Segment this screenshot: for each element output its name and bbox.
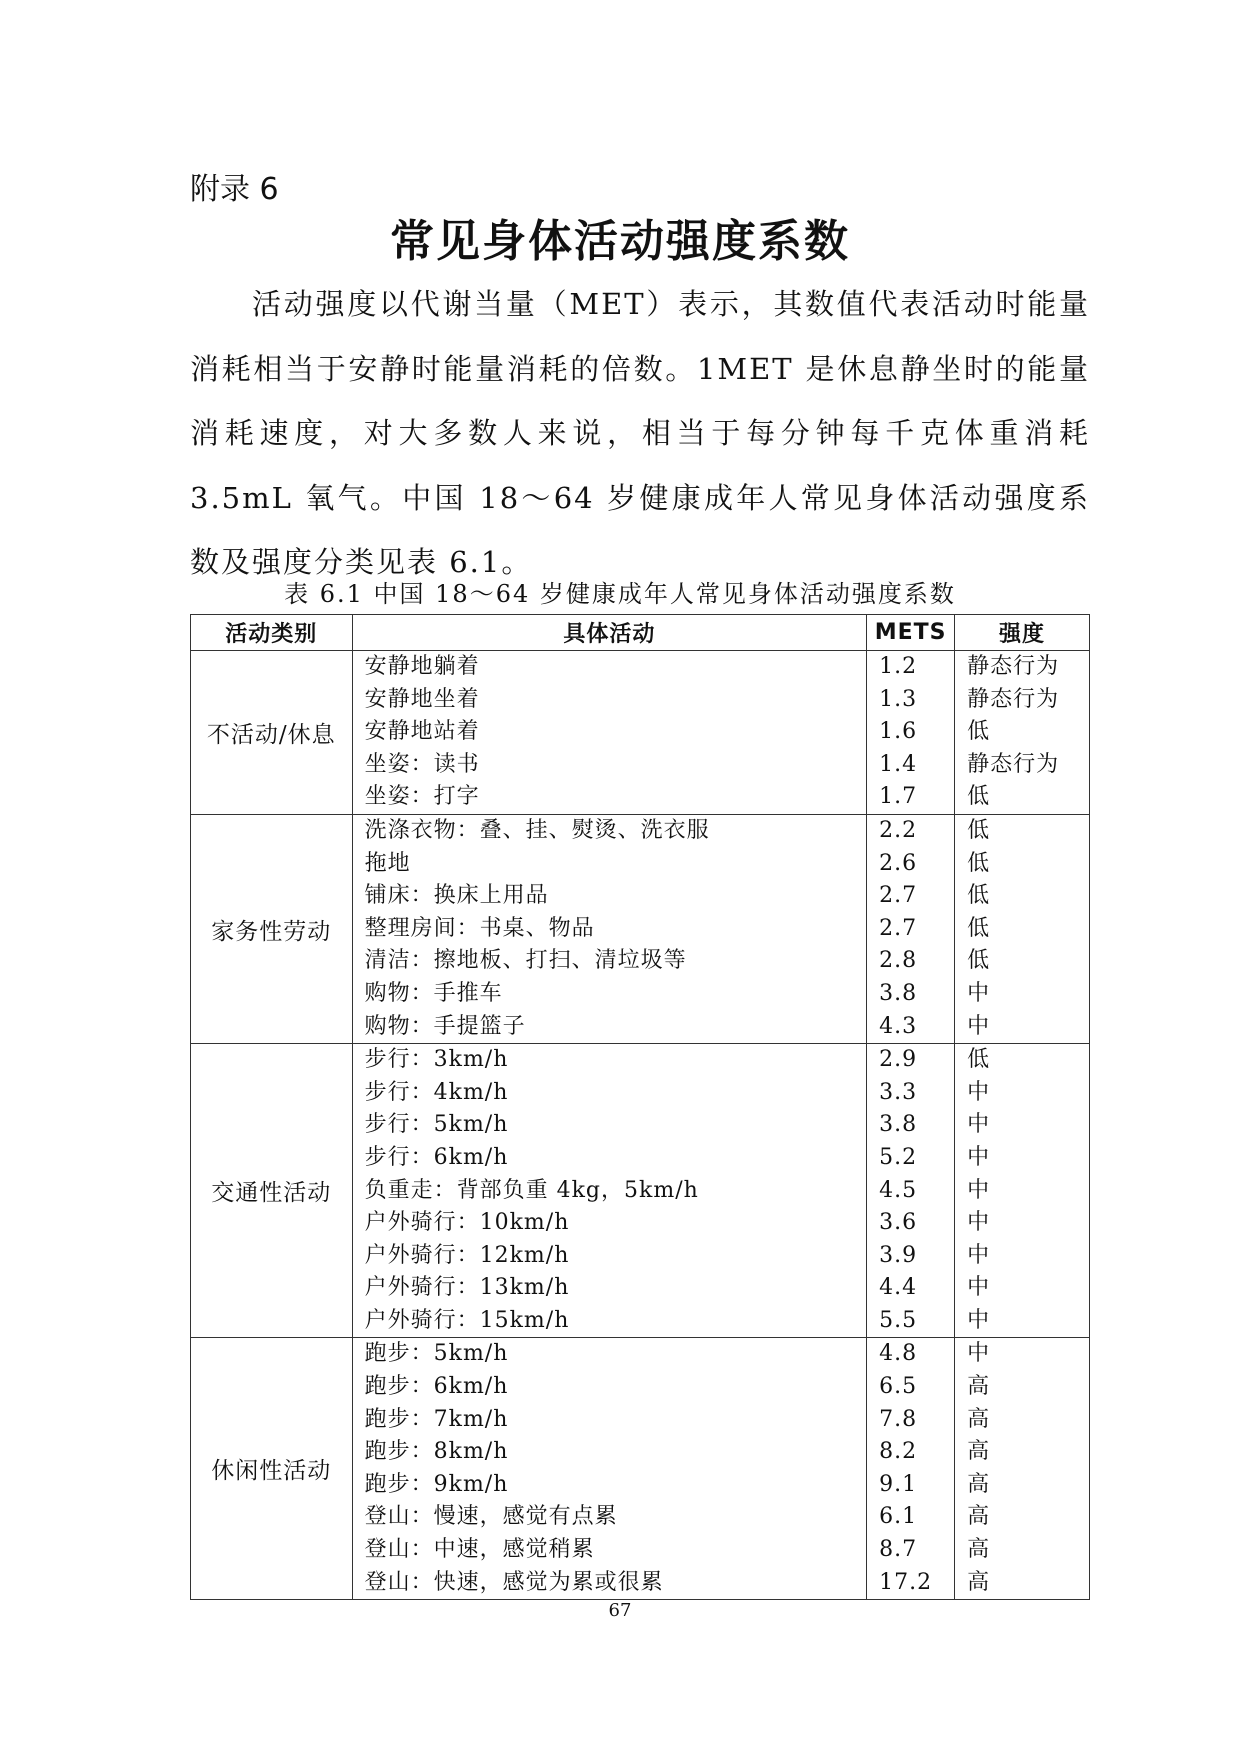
table-row [191, 651, 1090, 815]
intensity-value: 低 [967, 915, 991, 941]
mets-value: 2.7 [879, 883, 918, 909]
intensity-cell [955, 651, 1090, 815]
intensity-value: 中 [967, 1112, 991, 1138]
activity-line: 户外骑行：10km/h [364, 1210, 570, 1236]
category-cell: 家务性劳动 [191, 814, 353, 1043]
mets-value: 7.8 [879, 1406, 918, 1432]
activity-line: 安静地坐着 [364, 686, 480, 712]
header-category: 活动类别 [191, 615, 353, 651]
intensity-value: 中 [967, 1144, 991, 1170]
mets-cell [867, 1044, 955, 1338]
activity-cell [352, 1338, 867, 1600]
mets-value: 8.7 [879, 1537, 918, 1563]
table-caption: 表 6.1 中国 18～64 岁健康成年人常见身体活动强度系数 [284, 580, 956, 608]
category-cell: 不活动/休息 [191, 651, 353, 815]
table-row [191, 1338, 1090, 1600]
activity-line: 跑步：7km/h [364, 1406, 509, 1432]
intensity-value: 低 [967, 850, 991, 876]
appendix-label: 附录 6 [190, 172, 279, 207]
intensity-value: 高 [967, 1537, 991, 1563]
intensity-value: 高 [967, 1406, 991, 1432]
intensity-value: 静态行为 [967, 751, 1060, 777]
intensity-cell [955, 814, 1090, 1043]
mets-value: 3.8 [879, 1112, 918, 1138]
activity-line: 负重走：背部负重 4kg，5km/h [364, 1177, 699, 1203]
table-header-row [191, 615, 1090, 651]
intensity-value: 中 [967, 980, 991, 1006]
activity-line: 购物：手提篮子 [364, 1013, 526, 1039]
activity-line: 步行：6km/h [364, 1144, 509, 1170]
activity-line: 安静地躺着 [364, 654, 480, 679]
activity-line: 洗涤衣物：叠、挂、熨烫、洗衣服 [364, 817, 710, 843]
intensity-value: 中 [967, 1341, 991, 1367]
mets-value: 1.4 [879, 751, 918, 777]
mets-value: 4.3 [879, 1013, 918, 1039]
category-cell: 休闲性活动 [191, 1338, 353, 1600]
activity-line: 步行：5km/h [364, 1112, 509, 1138]
intensity-value: 高 [967, 1439, 991, 1465]
mets-value: 5.5 [879, 1307, 918, 1333]
mets-cell [867, 1338, 955, 1600]
mets-value: 4.4 [879, 1275, 918, 1301]
activity-line: 清洁：擦地板、打扫、清垃圾等 [364, 948, 687, 974]
intensity-value: 中 [967, 1079, 991, 1105]
table-row [191, 1044, 1090, 1338]
intensity-value: 低 [967, 883, 991, 909]
mets-value: 4.5 [879, 1177, 918, 1203]
category-cell: 交通性活动 [191, 1044, 353, 1338]
mets-value: 2.2 [879, 817, 918, 843]
mets-value: 1.6 [879, 719, 918, 745]
activity-line: 户外骑行：12km/h [364, 1242, 570, 1268]
intensity-value: 低 [967, 817, 991, 843]
mets-value: 4.8 [879, 1341, 918, 1367]
table-body [191, 651, 1090, 1600]
activity-line: 坐姿：打字 [364, 784, 480, 810]
activity-line: 坐姿：读书 [364, 751, 480, 777]
intensity-value: 中 [967, 1307, 991, 1333]
mets-value: 5.2 [879, 1144, 918, 1170]
header-mets: METS [867, 615, 955, 651]
mets-value: 9.1 [879, 1471, 918, 1497]
activity-line: 登山：中速，感觉稍累 [364, 1537, 595, 1563]
activity-line: 户外骑行：15km/h [364, 1307, 570, 1333]
mets-value: 8.2 [879, 1439, 918, 1465]
mets-cell [867, 651, 955, 815]
mets-value: 2.7 [879, 915, 918, 941]
activity-line: 拖地 [364, 850, 411, 876]
activity-line: 步行：3km/h [364, 1047, 509, 1073]
intensity-value: 高 [967, 1471, 991, 1497]
intro-paragraph [190, 272, 1090, 595]
mets-value: 6.1 [879, 1504, 918, 1530]
mets-value: 2.6 [879, 850, 918, 876]
mets-value: 1.2 [879, 654, 918, 679]
activity-cell [352, 1044, 867, 1338]
activity-line: 跑步：8km/h [364, 1439, 509, 1465]
intro-text: 活动强度以代谢当量（MET）表示，其数值代表活动时能量消耗相当于安静时能量消耗的倍数。1MET 是休息静坐时的能量消耗速度，对大多数人来说，相当于每分钟每千克体重消耗 3.5mL 氧气。中国 18～64 岁健康成年人常见身体活动强度系数及强度分类见表 6.1。 [190, 287, 1090, 579]
mets-value: 3.8 [879, 980, 918, 1006]
activity-line: 购物：手推车 [364, 980, 503, 1006]
intensity-value: 中 [967, 1013, 991, 1039]
mets-value: 1.3 [879, 686, 918, 712]
mets-value: 3.6 [879, 1210, 918, 1236]
activity-line: 跑步：6km/h [364, 1374, 509, 1400]
intensity-cell [955, 1044, 1090, 1338]
intensity-value: 静态行为 [967, 654, 1060, 679]
mets-value: 1.7 [879, 784, 918, 810]
page-title: 常见身体活动强度系数 [390, 216, 850, 267]
activity-line: 户外骑行：13km/h [364, 1275, 570, 1301]
activity-line: 步行：4km/h [364, 1079, 509, 1105]
intensity-value: 静态行为 [967, 686, 1060, 712]
intensity-value: 中 [967, 1210, 991, 1236]
activity-line: 铺床：换床上用品 [364, 883, 549, 909]
intensity-value: 中 [967, 1242, 991, 1268]
intensity-value: 低 [967, 784, 991, 810]
activity-line: 登山：慢速，感觉有点累 [364, 1504, 618, 1530]
intensity-value: 中 [967, 1275, 991, 1301]
mets-value: 17.2 [879, 1569, 933, 1595]
table-row [191, 814, 1090, 1043]
activity-line: 跑步：9km/h [364, 1471, 509, 1497]
activity-line: 登山：快速，感觉为累或很累 [364, 1569, 664, 1595]
mets-value: 2.9 [879, 1047, 918, 1073]
intensity-value: 高 [967, 1504, 991, 1530]
header-activity: 具体活动 [352, 615, 867, 651]
mets-value: 3.3 [879, 1079, 918, 1105]
intensity-value: 低 [967, 948, 991, 974]
met-table [190, 614, 1090, 1600]
page-number: 67 [608, 1600, 632, 1621]
mets-cell [867, 814, 955, 1043]
activity-cell [352, 814, 867, 1043]
activity-line: 安静地站着 [364, 719, 480, 745]
intensity-value: 低 [967, 719, 991, 745]
intensity-value: 高 [967, 1374, 991, 1400]
activity-line: 整理房间：书桌、物品 [364, 915, 595, 941]
intensity-value: 低 [967, 1047, 991, 1073]
intensity-value: 高 [967, 1569, 991, 1595]
activity-line: 跑步：5km/h [364, 1341, 509, 1367]
intensity-value: 中 [967, 1177, 991, 1203]
mets-value: 3.9 [879, 1242, 918, 1268]
mets-value: 2.8 [879, 948, 918, 974]
header-intensity: 强度 [955, 615, 1090, 651]
intensity-cell [955, 1338, 1090, 1600]
activity-cell [352, 651, 867, 815]
mets-value: 6.5 [879, 1374, 918, 1400]
